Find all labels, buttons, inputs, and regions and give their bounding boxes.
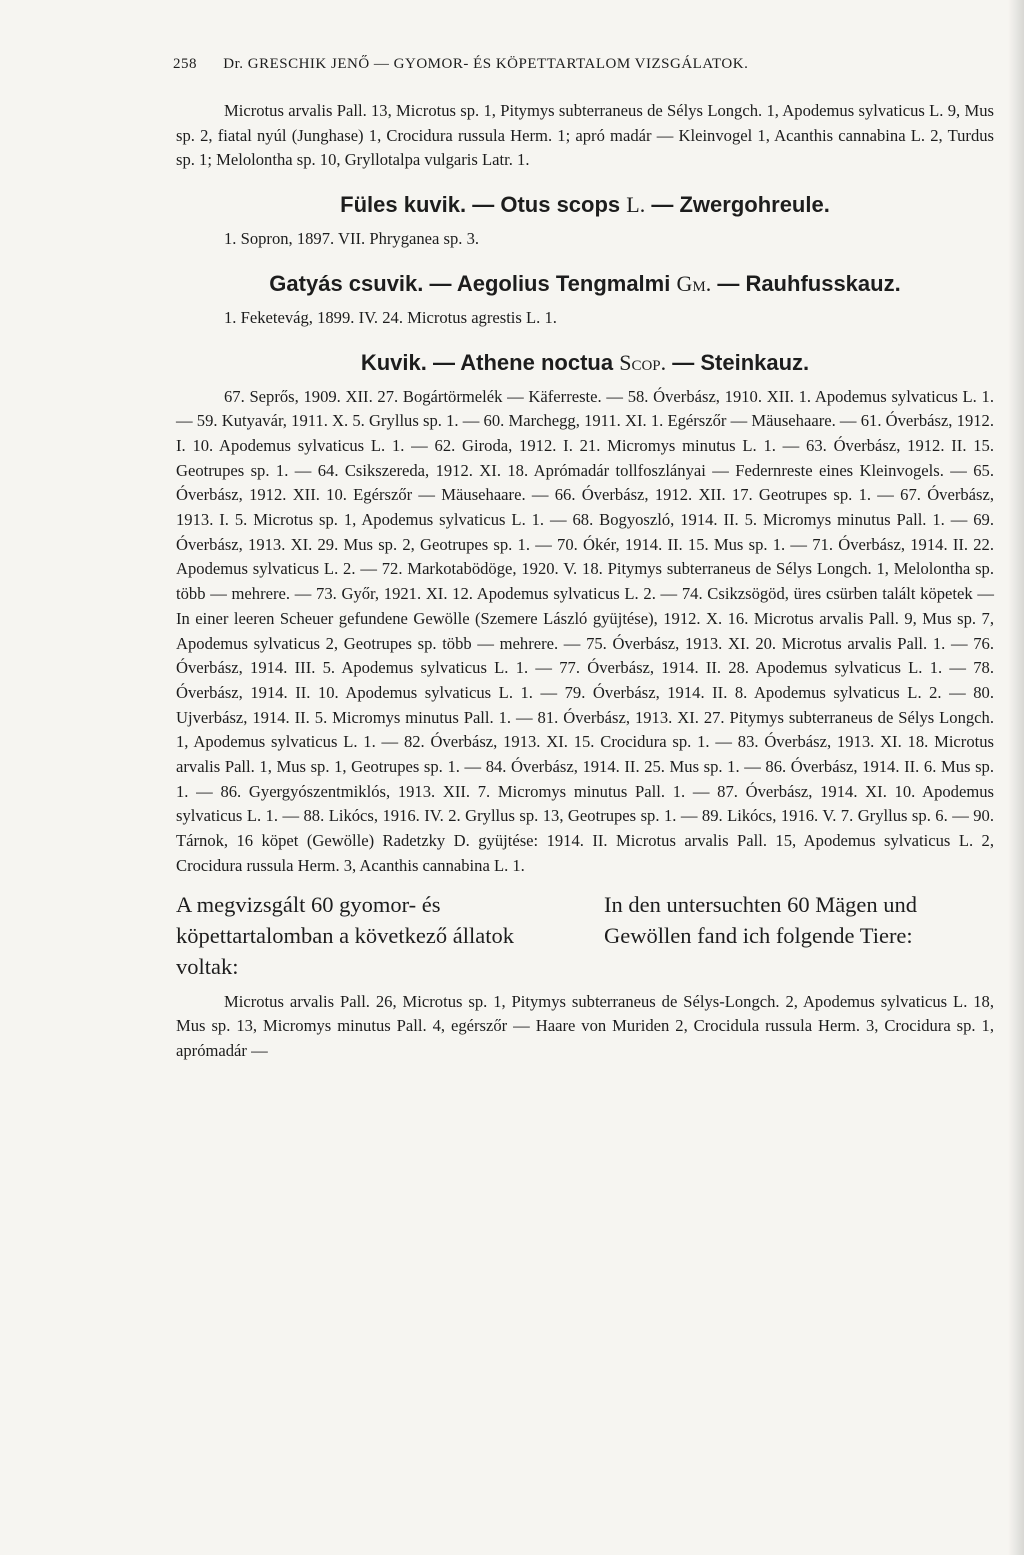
intro-paragraph: Microtus arvalis Pall. 13, Microtus sp. 1, Pitymys subterraneus de Sélys Longch. 1, Apodemus sylvaticus L. 9, Mus sp. 2, fiatal nyúl (Junghase) 1, Crocidura russula Herm. 1; apró madár — Kleinvogel 1, Acanthis cannabina L. 2, Turdus sp. 1; Melolontha sp. 10, Gryllotalpa vulgaris Latr. 1.: [176, 101, 994, 170]
heading-hungarian: Füles kuvik.: [340, 192, 467, 218]
running-head: [173, 56, 994, 73]
section-body-otus: 1. Sopron, 1897. VII. Phryganea sp. 3.: [224, 229, 480, 249]
section-heading-aegolius: Gatyás csuvik. — Aegolius Tengmalmi Gm. — Rauhfusskauz.: [269, 270, 901, 296]
heading-hungarian: Kuvik.: [360, 349, 427, 375]
heading-german: Rauhfusskauz.: [745, 270, 901, 296]
page-edge-shadow: [1008, 0, 1024, 1555]
heading-author: Scop.: [619, 349, 667, 375]
heading-hungarian: Gatyás csuvik.: [269, 270, 424, 296]
heading-latin: Aegolius Tengmalmi: [456, 270, 671, 296]
document-page: [173, 56, 994, 1064]
heading-latin: Otus scops: [500, 192, 621, 218]
section-body-aegolius: 1. Feketevág, 1899. IV. 24. Microtus agrestis L. 1.: [224, 307, 557, 327]
section-heading-athene: Kuvik. — Athene noctua Scop. — Steinkauz.: [360, 349, 810, 375]
heading-author: Gm.: [676, 270, 712, 296]
summary-german: [604, 889, 994, 982]
heading-author: L.: [626, 192, 646, 218]
summary-two-column: [176, 889, 994, 982]
running-title: Dr. GRESCHIK JENŐ — GYOMOR- ÉS KÖPETTARTALOM VIZSGÁLATOK.: [223, 56, 749, 72]
section-body-athene: 67. Seprős, 1909. XII. 27. Bogártörmelék — Käferreste. — 58. Óverbász, 1910. XII. 1. Apodemus sylvaticus L. 1. — 59. Kutyavár, 1911. X. 5. Gryllus sp. 1. — 60. Marchegg, 1911. XI. 1. Egérszőr — Mäusehaare. — 61. Óverbász, 1912. I. 10. Apodemus sylvaticus L. 1. — 62. Giroda, 1912. I. 21. Micromys minutus L. 1. — 63. Óverbász, 1912. II. 15. Geotrupes sp. 1. — 64. Csikszereda, 1912. XI. 18. Aprómadár tollfoszlányai — Federnreste eines Kleinvogels. — 65. Óverbász, 1912. XII. 10. Egérszőr — Mäusehaare. — 66. Óverbász, 1912. XII. 17. Geotrupes sp. 1. — 67. Óverbász, 1913. I. 5. Microtus sp. 1, Apodemus sylvaticus L. 1. — 68. Bogyoszló, 1914. II. 5. Micromys minutus Pall. 1. — 69. Óverbász, 1913. XI. 29. Mus sp. 2, Geotrupes sp. 1. — 70. Ókér, 1914. II. 15. Mus sp. 1. — 71. Óverbász, 1914. II. 22. Apodemus sylvaticus L. 2. — 72. Markotabödöge, 1920. V. 18. Pitymys subterraneus de Sélys Longch. 1, Melolontha sp. több — mehrere. — 73. Győr, 1921. XI. 12. Apodemus sylvaticus L. 2. — 74. Csikzsögöd, üres csürben talált köpetek — In einer leeren Scheuer gefundene Gewölle (Szemere László gyüjtése), 1912. X. 16. Microtus arvalis Pall. 9, Mus sp. 7, Apodemus sylvaticus 2, Geotrupes sp. több — mehrere. — 75. Óverbász, 1913. XI. 20. Microtus arvalis Pall. 1. — 76. Óverbász, 1914. III. 5. Apodemus sylvaticus L. 1. — 77. Óverbász, 1914. II. 28. Apodemus sylvaticus L. 1. — 78. Óverbász, 1914. II. 10. Apodemus sylvaticus L. 1. — 79. Óverbász, 1914. II. 8. Apodemus sylvaticus L. 2. — 80. Ujverbász, 1914. II. 5. Micromys minutus Pall. 1. — 81. Óverbász, 1913. XI. 27. Pitymys subterraneus de Sélys Longch. 1, Apodemus sylvaticus L. 1. — 82. Óverbász, 1913. XI. 15. Crocidura sp. 1. — 83. Óverbász, 1913. XI. 18. Microtus arvalis Pall. 1, Mus sp. 1, Geotrupes sp. 1. — 84. Óverbász, 1914. II. 25. Mus sp. 1. — 86. Óverbász, 1914. II. 6. Mus sp. 1. — 86. Gyergyószentmiklós, 1913. XII. 7. Micromys minutus Pall. 1. — 87. Óverbász, 1914. XI. 10. Apodemus sylvaticus L. 1. — 88. Likócs, 1916. IV. 2. Gryllus sp. 13, Geotrupes sp. 1. — 89. Likócs, 1916. V. 7. Gryllus sp. 6. — 90. Tárnok, 16 köpet (Gewölle) Radetzky D. gyüjtése: 1914. II. Microtus arvalis Pall. 15, Apodemus sylvaticus L. 2, Crocidura russula Herm. 3, Acanthis cannabina L. 1.: [176, 386, 994, 875]
closing-paragraph: Microtus arvalis Pall. 26, Microtus sp. 1, Pitymys subterraneus de Sélys-Longch. 2, Apodemus sylvaticus L. 18, Mus sp. 13, Micromys minutus Pall. 4, egérszőr — Haare von Muriden 2, Crocidula russula Herm. 3, Crocidura sp. 1, aprómadár —: [176, 991, 994, 1060]
summary-text-de: In den untersuchten 60 Mägen und Gewöllen fand ich folgende Tiere:: [604, 891, 918, 948]
heading-latin: Athene noctua: [460, 349, 614, 375]
section-heading-otus: Füles kuvik. — Otus scops L. — Zwergohreule.: [340, 192, 830, 218]
summary-hungarian: [176, 889, 566, 982]
page-number: 258: [173, 56, 197, 72]
summary-text-hu: A megvizsgált 60 gyomor- és köpettartalomban a következő állatok voltak:: [176, 891, 514, 979]
heading-german: Zwergohreule.: [679, 192, 830, 218]
heading-german: Steinkauz.: [700, 349, 810, 375]
